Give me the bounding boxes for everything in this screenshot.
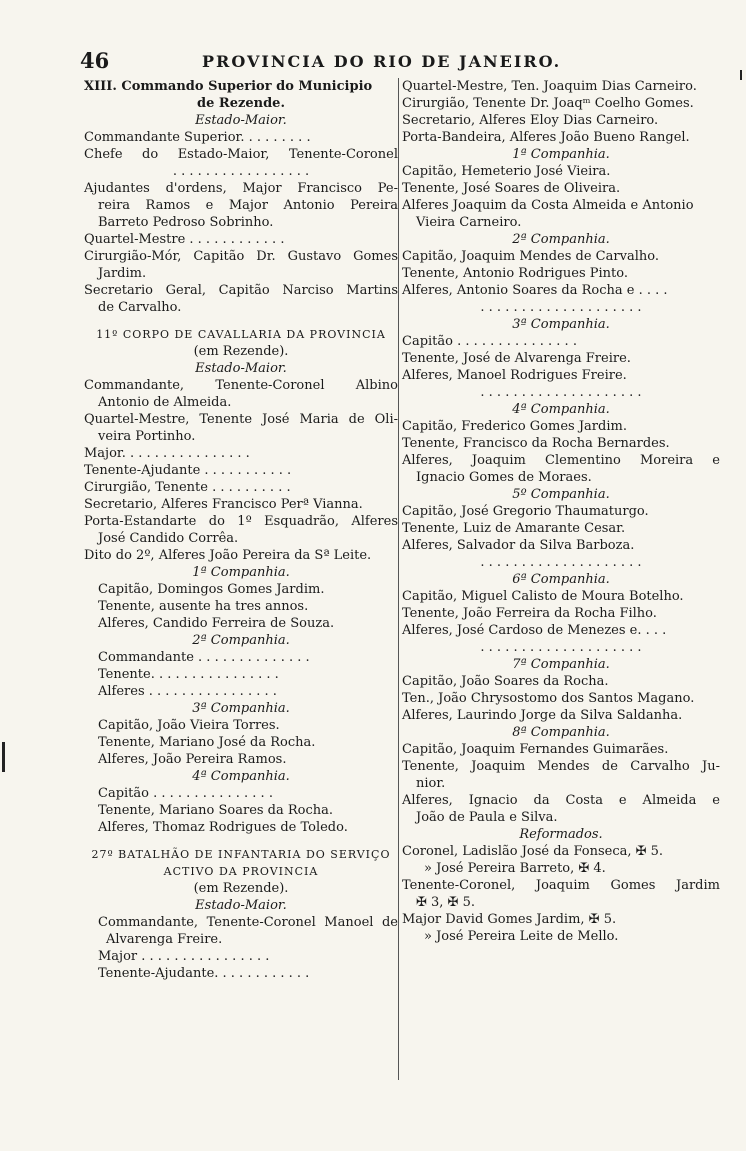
right-line: Coronel, Ladislão José da Fonseca, ✠ 5.	[402, 844, 664, 859]
right-line: » José Pereira Barreto, ✠ 4.	[424, 861, 606, 876]
left-line: Ajudantes d'ordens, Major Francisco Pe-	[84, 181, 398, 196]
scan-edge-mark	[740, 70, 742, 80]
scan-edge-mark	[2, 742, 5, 772]
left-line: Alvarenga Freire.	[106, 932, 223, 947]
right-line: 6ª Companhia.	[512, 572, 610, 587]
left-line: Commandante, Tenente-Coronel Albino	[84, 378, 398, 393]
left-line: Tenente, ausente ha tres annos.	[98, 599, 309, 614]
right-line: Tenente, João Ferreira da Rocha Filho.	[402, 606, 657, 621]
right-line: Reformados.	[519, 827, 603, 842]
left-line: Tenente, Mariano Soares da Rocha.	[98, 803, 334, 818]
right-line: Tenente, Francisco da Rocha Bernardes.	[402, 436, 670, 451]
left-line: 27º BATALHÃO DE INFANTARIA DO SERVIÇO	[91, 848, 391, 861]
right-line: Major David Gomes Jardim, ✠ 5.	[402, 912, 617, 927]
right-line: » José Pereira Leite de Mello.	[424, 929, 619, 944]
page-title: PROVINCIA DO RIO DE JANEIRO.	[202, 52, 562, 71]
left-line: Secretario, Alferes Francisco Perª Vianna.	[84, 497, 363, 512]
right-line: 4ª Companhia.	[512, 402, 610, 417]
right-line: nior.	[416, 776, 446, 791]
right-line: Capitão, Frederico Gomes Jardim.	[402, 419, 627, 434]
left-line: José Candido Corrêa.	[98, 531, 239, 546]
right-line: Capitão, Hemeterio José Vieira.	[402, 164, 611, 179]
left-line: Secretario Geral, Capitão Narciso Martins	[84, 283, 398, 298]
right-line: Ten., João Chrysostomo dos Santos Magano.	[402, 691, 695, 706]
left-line: de Carvalho.	[98, 300, 182, 315]
right-line: Quartel-Mestre, Ten. Joaquim Dias Carneiro.	[402, 79, 697, 94]
right-line: Capitão, João Soares da Rocha.	[402, 674, 609, 689]
left-line: Tenente, Mariano José da Rocha.	[98, 735, 316, 750]
left-line: . . . . . . . . . . . . . . . . .	[172, 164, 310, 179]
left-line: Major . . . . . . . . . . . . . . . .	[98, 949, 270, 964]
right-line: Secretario, Alferes Eloy Dias Carneiro.	[402, 113, 659, 128]
left-line: Alferes . . . . . . . . . . . . . . . .	[98, 684, 277, 699]
left-line: Cirurgião, Tenente . . . . . . . . . .	[84, 480, 291, 495]
left-line: ACTIVO DA PROVINCIA	[163, 865, 319, 878]
left-line: Porta-Estandarte do 1º Esquadrão, Alferes	[84, 514, 398, 529]
right-line: Capitão, Miguel Calisto de Moura Botelho.	[402, 589, 684, 604]
left-line: Barreto Pedroso Sobrinho.	[98, 215, 274, 230]
right-line: Ignacio Gomes de Moraes.	[416, 470, 592, 485]
left-line: reira Ramos e Major Antonio Pereira	[98, 198, 398, 213]
left-line: Cirurgião-Mór, Capitão Dr. Gustavo Gomes	[84, 249, 398, 264]
page-number: 46	[80, 48, 110, 73]
right-line: Alferes, Joaquim Clementino Moreira e	[402, 453, 720, 468]
right-line: Alferes, Salvador da Silva Barboza.	[402, 538, 635, 553]
left-line: Quartel-Mestre . . . . . . . . . . . .	[84, 232, 285, 247]
right-line: 7ª Companhia.	[512, 657, 610, 672]
right-line: Alferes Joaquim da Costa Almeida e Antonio	[402, 198, 694, 213]
right-line: Alferes, José Cardoso de Menezes e. . . .	[402, 623, 667, 638]
right-line: 1ª Companhia.	[512, 147, 610, 162]
right-line: Vieira Carneiro.	[416, 215, 522, 230]
left-line: Tenente-Ajudante. . . . . . . . . . . .	[98, 966, 310, 981]
left-line: 4ª Companhia.	[192, 769, 290, 784]
right-line: Alferes, Laurindo Jorge da Silva Saldanha.	[402, 708, 683, 723]
left-line: Commandante, Tenente-Coronel Manoel de	[98, 915, 398, 930]
page-header	[80, 48, 720, 74]
left-line: Tenente-Ajudante . . . . . . . . . . .	[84, 463, 292, 478]
right-line: Cirurgião, Tenente Dr. Joaqᵐ Coelho Gomes.	[402, 96, 694, 111]
right-line: Porta-Bandeira, Alferes João Bueno Rangel.	[402, 130, 690, 145]
left-line: Capitão, João Vieira Torres.	[98, 718, 280, 733]
left-line: 11º CORPO DE CAVALLARIA DA PROVINCIA	[96, 328, 386, 341]
left-line: Jardim.	[98, 266, 147, 281]
right-line: Capitão, José Gregorio Thaumaturgo.	[402, 504, 649, 519]
right-line: . . . . . . . . . . . . . . . . . . . .	[480, 640, 642, 655]
right-line: Tenente, Luiz de Amarante Cesar.	[402, 521, 626, 536]
left-line: Capitão, Domingos Gomes Jardim.	[98, 582, 325, 597]
left-line: Commandante Superior. . . . . . . . .	[84, 130, 311, 145]
right-line: Capitão . . . . . . . . . . . . . . .	[402, 334, 577, 349]
left-line: de Rezende.	[197, 96, 285, 111]
right-line: Alferes, Antonio Soares da Rocha e . . . .	[402, 283, 668, 298]
left-line: (em Rezende).	[193, 881, 289, 896]
right-line: Tenente, Joaquim Mendes de Carvalho Ju-	[402, 759, 720, 774]
right-line: Capitão, Joaquim Fernandes Guimarães.	[402, 742, 669, 757]
column-divider	[398, 78, 399, 1080]
right-line: 8ª Companhia.	[512, 725, 610, 740]
left-line: Alferes, Thomaz Rodrigues de Toledo.	[98, 820, 348, 835]
right-line: João de Paula e Silva.	[416, 810, 558, 825]
right-line: . . . . . . . . . . . . . . . . . . . .	[480, 300, 642, 315]
left-line: Antonio de Almeida.	[98, 395, 232, 410]
left-line: Alferes, Candido Ferreira de Souza.	[98, 616, 335, 631]
right-line: Tenente, José de Alvarenga Freire.	[402, 351, 631, 366]
right-line: Tenente, José Soares de Oliveira.	[402, 181, 621, 196]
left-line: Commandante . . . . . . . . . . . . . .	[98, 650, 310, 665]
left-line: Estado-Maior.	[195, 113, 287, 128]
left-line: Tenente. . . . . . . . . . . . . . . .	[98, 667, 279, 682]
left-line: Quartel-Mestre, Tenente José Maria de Oli-	[84, 412, 398, 427]
left-line: 1ª Companhia.	[192, 565, 290, 580]
right-line: . . . . . . . . . . . . . . . . . . . .	[480, 385, 642, 400]
left-line: Estado-Maior.	[195, 361, 287, 376]
left-line: Major. . . . . . . . . . . . . . . .	[84, 446, 250, 461]
right-line: ✠ 3, ✠ 5.	[416, 895, 475, 910]
left-line: XIII. Commando Superior do Municipio	[84, 79, 373, 94]
left-line: 2ª Companhia.	[192, 633, 290, 648]
right-line: Alferes, Manoel Rodrigues Freire.	[402, 368, 627, 383]
left-line: 3ª Companhia.	[192, 701, 290, 716]
left-line: Capitão . . . . . . . . . . . . . . .	[98, 786, 273, 801]
left-line: Chefe do Estado-Maior, Tenente-Coronel	[84, 147, 398, 162]
left-line: (em Rezende).	[193, 344, 289, 359]
left-line	[84, 836, 398, 846]
right-line: 5º Companhia.	[512, 487, 610, 502]
left-line: Dito do 2º, Alferes João Pereira da Sª Leite.	[84, 548, 372, 563]
right-line: Tenente, Antonio Rodrigues Pinto.	[402, 266, 629, 281]
left-line: Alferes, João Pereira Ramos.	[98, 752, 287, 767]
right-line: . . . . . . . . . . . . . . . . . . . .	[480, 555, 642, 570]
right-line: Alferes, Ignacio da Costa e Almeida e	[402, 793, 720, 808]
left-column	[84, 78, 398, 982]
right-line: 2ª Companhia.	[512, 232, 610, 247]
right-column	[402, 78, 720, 945]
left-line	[84, 316, 398, 326]
left-line: Estado-Maior.	[195, 898, 287, 913]
left-line: veira Portinho.	[98, 429, 196, 444]
right-line: Tenente-Coronel, Joaquim Gomes Jardim	[402, 878, 720, 893]
right-line: Capitão, Joaquim Mendes de Carvalho.	[402, 249, 659, 264]
right-line: 3ª Companhia.	[512, 317, 610, 332]
